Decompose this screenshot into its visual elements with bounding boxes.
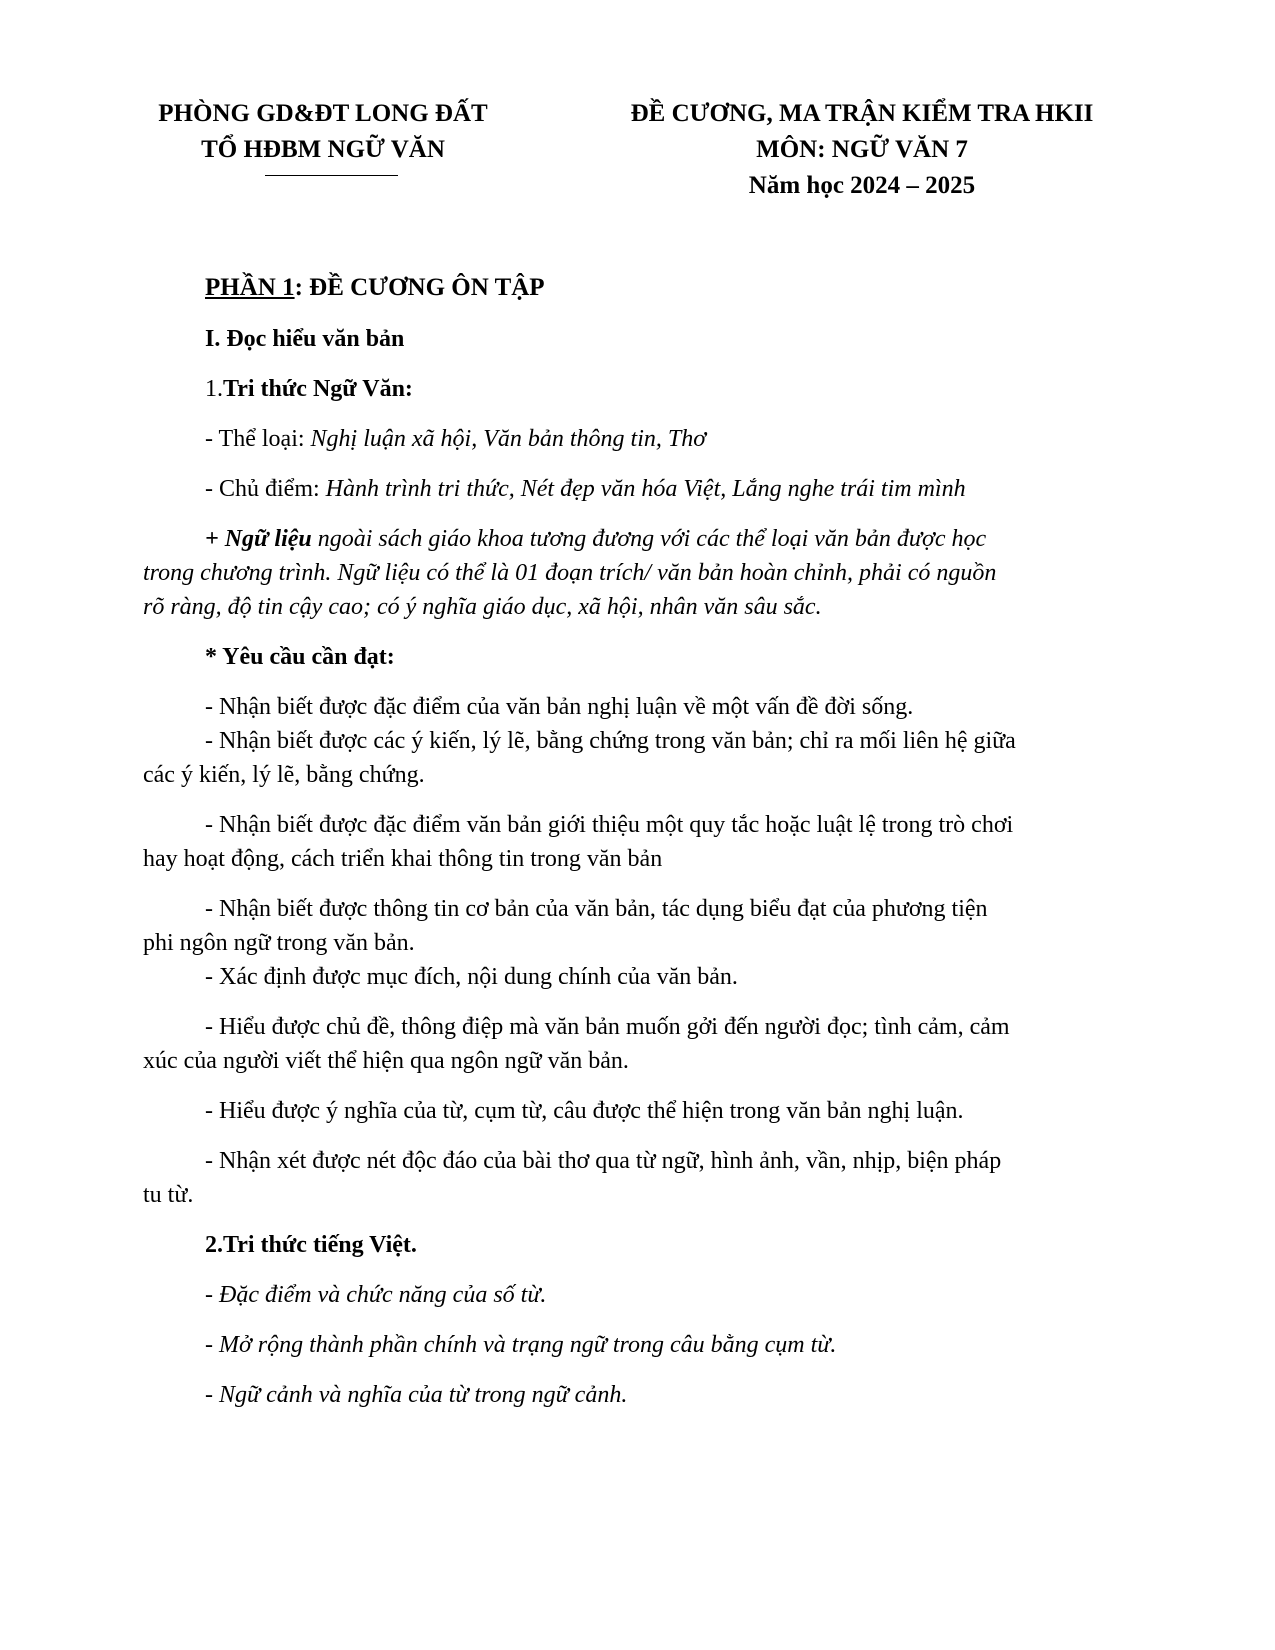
vietnamese-item-1: - Đặc điểm và chức năng của số từ. bbox=[205, 1282, 547, 1308]
requirement-2-line-2: các ý kiến, lý lẽ, bằng chứng. bbox=[143, 762, 425, 788]
theme-value: Hành trình tri thức, Nét đẹp văn hóa Việt, Lắng nghe trái tim mình bbox=[325, 476, 966, 502]
theme-line bbox=[205, 476, 966, 503]
requirement-8-line-1: - Nhận xét được nét độc đáo của bài thơ qua từ ngữ, hình ảnh, vần, nhịp, biện pháp bbox=[205, 1148, 1002, 1174]
section1-heading: I. Đọc hiểu văn bản bbox=[205, 326, 405, 352]
header-left bbox=[148, 96, 498, 168]
requirement-3-line-1: - Nhận biết được đặc điểm văn bản giới thiệu một quy tắc hoặc luật lệ trong trò chơi bbox=[205, 812, 1014, 838]
material-line-1 bbox=[205, 526, 986, 553]
subject-line: MÔN: NGỮ VĂN 7 bbox=[756, 136, 968, 163]
material-term: Ngữ liệu bbox=[224, 526, 312, 552]
requirement-2-line-1: - Nhận biết được các ý kiến, lý lẽ, bằng chứng trong văn bản; chỉ ra mối liên hệ giữa bbox=[205, 728, 1016, 754]
sub2-heading: 2.Tri thức tiếng Việt. bbox=[205, 1232, 417, 1258]
group-name: TỔ HĐBM NGỮ VĂN bbox=[201, 136, 445, 163]
school-year: Năm học 2024 – 2025 bbox=[748, 172, 976, 199]
vietnamese-item-3: - Ngữ cảnh và nghĩa của từ trong ngữ cảnh. bbox=[205, 1382, 628, 1408]
requirement-1: - Nhận biết được đặc điểm của văn bản nghị luận về một vấn đề đời sống. bbox=[205, 694, 914, 720]
material-line-3: rõ ràng, độ tin cậy cao; có ý nghĩa giáo dục, xã hội, nhân văn sâu sắc. bbox=[143, 594, 822, 620]
requirement-5: - Xác định được mục đích, nội dung chính của văn bản. bbox=[205, 964, 738, 990]
requirement-7: - Hiểu được ý nghĩa của từ, cụm từ, câu được thể hiện trong văn bản nghị luận. bbox=[205, 1098, 964, 1124]
vietnamese-item-2: - Mở rộng thành phần chính và trạng ngữ trong câu bằng cụm từ. bbox=[205, 1332, 837, 1358]
requirement-3-line-2: hay hoạt động, cách triển khai thông tin trong văn bản bbox=[143, 846, 663, 872]
requirement-8-line-2: tu từ. bbox=[143, 1182, 194, 1208]
sub1-heading bbox=[205, 376, 413, 403]
requirements-heading: * Yêu cầu cần đạt: bbox=[205, 644, 395, 670]
material-line-2: trong chương trình. Ngữ liệu có thể là 01 đoạn trích/ văn bản hoàn chỉnh, phải có nguồn bbox=[143, 560, 997, 586]
sub1-title: Tri thức Ngữ Văn: bbox=[223, 376, 413, 402]
part1-title-text: : ĐỀ CƯƠNG ÔN TẬP bbox=[294, 274, 545, 301]
part1-title bbox=[205, 274, 545, 302]
theme-label: - Chủ điểm: bbox=[205, 476, 326, 502]
department-name: PHÒNG GD&ĐT LONG ĐẤT bbox=[158, 100, 488, 127]
genre-value: Nghị luận xã hội, Văn bản thông tin, Thơ bbox=[310, 426, 707, 452]
requirement-6-line-2: xúc của người viết thể hiện qua ngôn ngữ văn bản. bbox=[143, 1048, 629, 1074]
genre-line bbox=[205, 426, 706, 453]
requirement-4-line-2: phi ngôn ngữ trong văn bản. bbox=[143, 930, 415, 956]
material-prefix: + bbox=[205, 526, 225, 552]
header-right bbox=[612, 96, 1112, 204]
header-underline bbox=[265, 175, 398, 176]
sub1-number: 1. bbox=[205, 376, 223, 402]
requirement-4-line-1: - Nhận biết được thông tin cơ bản của văn bản, tác dụng biểu đạt của phương tiện bbox=[205, 896, 988, 922]
material-text-1: ngoài sách giáo khoa tương đương với các thể loại văn bản được học bbox=[311, 526, 987, 552]
requirement-6-line-1: - Hiểu được chủ đề, thông điệp mà văn bản muốn gởi đến người đọc; tình cảm, cảm bbox=[205, 1014, 1010, 1040]
document-title: ĐỀ CƯƠNG, MA TRẬN KIỂM TRA HKII bbox=[630, 100, 1094, 127]
part1-label: PHẦN 1 bbox=[205, 274, 295, 301]
genre-label: - Thể loại: bbox=[205, 426, 311, 452]
